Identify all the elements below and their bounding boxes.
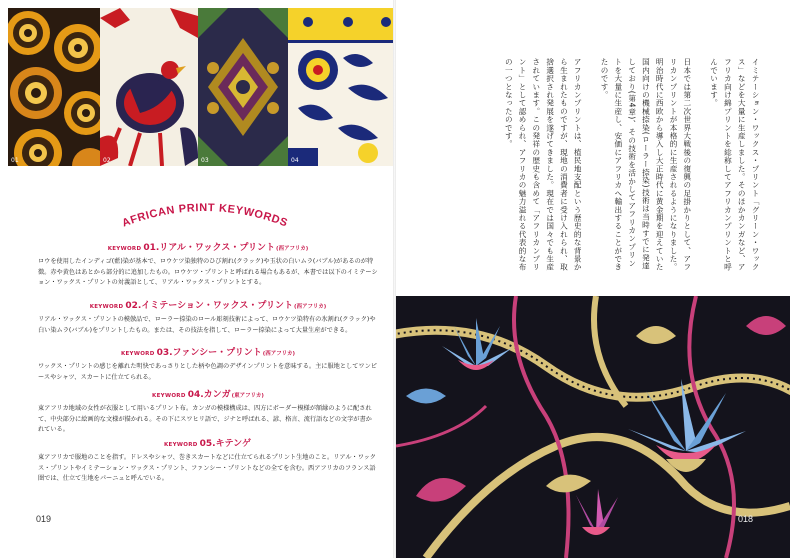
keyword-number: 03.: [156, 348, 173, 358]
page-number-right: 018: [738, 514, 754, 524]
keyword-region: (西アフリカ): [262, 351, 296, 357]
keywords-title-text: AFRICAN PRINT KEYWORDS: [120, 201, 290, 230]
keyword-name: カンガ: [203, 390, 231, 400]
keyword-description: ワックス・プリントの感じを離れた明快であっさりとした柄や色調のデザインプリントを意味する。主に服地としてワンピースやシャツ、スカートに仕立てられる。: [38, 363, 377, 381]
keyword-number: 01.: [143, 243, 160, 253]
keyword-heading: [38, 436, 378, 449]
keyword-entry: [38, 298, 378, 336]
left-page: [0, 0, 394, 558]
fabric-closeup-photo: [396, 296, 790, 558]
keyword-heading: [38, 298, 378, 311]
fabric-photo-03: [198, 8, 288, 166]
keyword-description: 東アフリカで服地のことを指す。ドレスやシャツ、巻きスカートなどに仕立てられるプリント生地のこと。リアル・ワックス・プリントやイミテーション・ワックス・プリント、ファンシー・プリントなどの全てを含む。西アフリカのフランス語圏では、仕立て生地をパーニュと呼んでいる。: [38, 454, 376, 482]
keyword-heading: [38, 387, 378, 400]
keyword-label: KEYWORD: [164, 442, 198, 448]
article-paragraph: アフリカンプリントは、植民地支配という歴史的な背景から生まれたものですが、現地の消費者に受け入れられ、取捨選択され発展を遂げてきました。現在では国々でも生産されています。この発祥の歴史も含めて「アフリカンプリント」として認められ、アフリカの魅力溢れる代表的な布の一つとなったのです。: [504, 58, 583, 272]
fabric-photo-strip: [8, 8, 394, 166]
keyword-label: KEYWORD: [120, 351, 155, 357]
keyword-entry: [38, 240, 378, 289]
keyword-entry: [38, 387, 378, 436]
keyword-description: リアル・ワックス・プリントの模倣品で、ローラー捺染のロール彫刻技術によって、ロウケツ染特有の氷割れ(クラック)や白い染ムラ(バブル)をプリントしたもの。または、その技法を指して、ローラー捺染によって大量生産ができる。: [38, 316, 376, 334]
keyword-name: リアル・ワックス・プリント: [159, 243, 276, 253]
photo-number: 04: [291, 157, 299, 164]
keyword-label: KEYWORD: [107, 246, 142, 252]
keyword-region: (東アフリカ): [231, 393, 264, 399]
keywords-title: [115, 193, 295, 233]
photo-number: 02: [103, 157, 111, 164]
keyword-number: 02.: [125, 301, 142, 311]
keyword-heading: [38, 345, 378, 358]
keyword-number: 05.: [199, 439, 216, 449]
keyword-name: キテンゲ: [215, 439, 251, 449]
fabric-photo-02: [100, 8, 198, 166]
keyword-label: KEYWORD: [152, 393, 186, 399]
keyword-entry: [38, 436, 378, 485]
article-paragraph: 日本では第二次世界大戦後の復興の足掛かりとして、アフリカンプリントが本格的に生産されるようになりました。明治時代に西欧から導入し大正時代に黄金期を迎えていた国内向けの機械捺染(ローラー捺染)技術は当時すでに発達しており(第4章)、その技術を活かしてアフリカンプリントを大量に生産し、安価にアフリカへ輸出することができたのです。: [600, 58, 692, 272]
keyword-description: 東アフリカ地域の女性が衣服として用いるプリント布。カンガの模様構成は、四方にボーダー模様が額縁のように配されて、中央部分に絵画的な文様が描かれる。その下にスワヒリ語で、ジナと呼ばれる、諺、格言、流行語などの文字が書かれている。: [38, 405, 372, 433]
keyword-region: (西アフリカ): [294, 304, 327, 310]
fabric-photo-01: [8, 8, 100, 166]
photo-number: 01: [11, 157, 19, 164]
svg-text:AFRICAN PRINT KEYWORDS: [121, 202, 290, 230]
keyword-label: KEYWORD: [89, 304, 124, 310]
keyword-region: (西アフリカ): [276, 246, 309, 252]
photo-number: 03: [201, 157, 209, 164]
fabric-photo-04: [288, 8, 394, 166]
keyword-description: ロウを使用したインディゴ(藍)染が基本で、ロウケツ染独特のひび割れ(クラック)や玉状の白いムラ(バブル)があるのが特徴。赤や黄色はあとから部分的に追加したもの。ロウケツ・プリントと呼ばれる場合もあるが、本書では以下のイミテーション・ワックス・プリントの対義語として、リアル・ワックス・プリントとする。: [38, 258, 378, 286]
keyword-heading: [38, 240, 378, 253]
article-body: [462, 58, 762, 273]
page-number-left: 019: [36, 514, 52, 524]
keyword-entry: [38, 345, 378, 383]
keyword-name: ファンシー・プリント: [172, 348, 262, 358]
article-paragraph: イミテーション・ワックス・プリント「グリーン・ワックス」などを大量に生産しました。そのほかカンガなど、アフリカ向け綿プリントを総称してアフリカンプリントと呼んでいます。: [709, 58, 760, 272]
keyword-number: 04.: [187, 390, 204, 400]
keyword-name: イミテーション・ワックス・プリント: [141, 301, 294, 311]
